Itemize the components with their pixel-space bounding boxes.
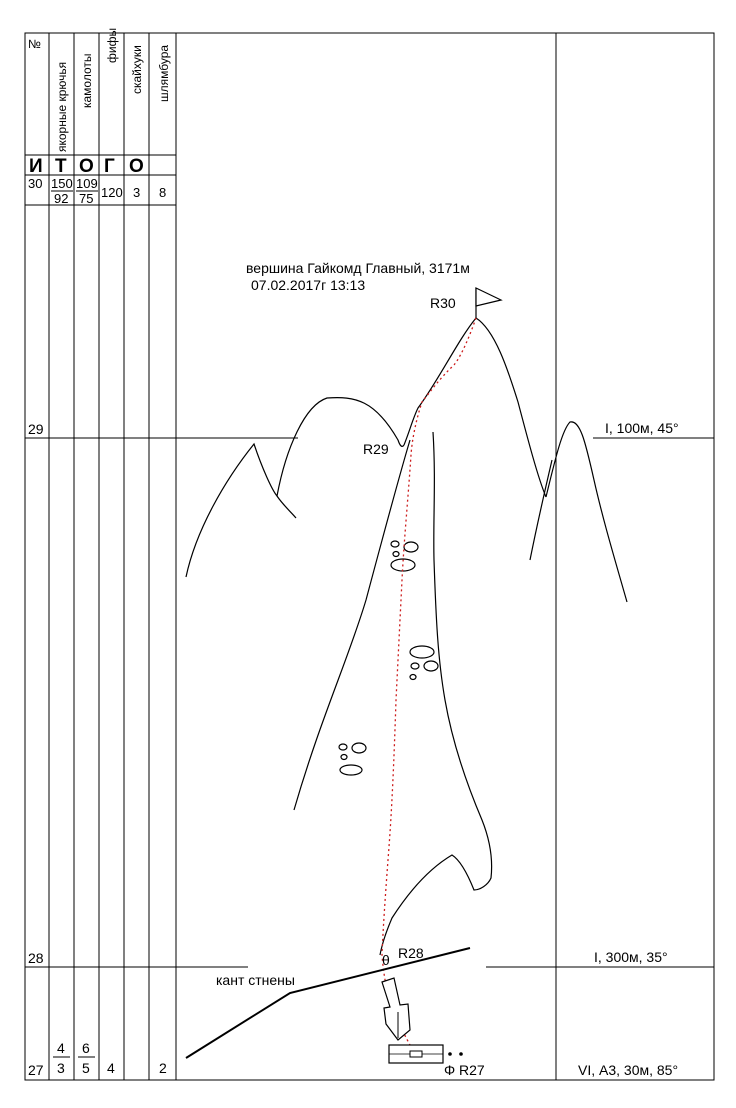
category-r28: I, 300м, 35° xyxy=(594,949,668,965)
summit-label: вершина Гайкомд Главный, 3171м xyxy=(246,260,470,276)
belay-r28-symbol: θ xyxy=(382,952,390,968)
header-no: № xyxy=(28,37,41,51)
row27-anchor-top: 4 xyxy=(57,1040,65,1056)
row-number-28: 28 xyxy=(28,950,44,966)
total-letter-1: И xyxy=(29,156,43,177)
total-letter-4: Г xyxy=(104,156,115,177)
total-skyhooks: 3 xyxy=(133,185,141,200)
descent-arrow-icon xyxy=(382,978,410,1040)
row27-bolts: 2 xyxy=(159,1060,167,1076)
row27-anchor-bottom: 3 xyxy=(57,1060,65,1076)
wall-edge-label: кант стнены xyxy=(216,972,295,988)
row-number-29: 29 xyxy=(28,421,44,437)
header-skyhooks: скайхуки xyxy=(130,45,144,94)
belay-station-r27-icon xyxy=(389,1045,463,1063)
total-anchor-bottom: 92 xyxy=(54,191,69,206)
rock-features xyxy=(339,541,438,775)
mountain-outline xyxy=(186,318,627,955)
station-r28-label: R28 xyxy=(398,945,424,961)
summit-date: 07.02.2017г 13:13 xyxy=(251,277,366,293)
total-letter-5: О xyxy=(129,156,144,177)
station-r30-label: R30 xyxy=(430,295,456,311)
header-bolts: шлямбура xyxy=(157,44,171,102)
row-number-27: 27 xyxy=(28,1062,44,1078)
total-letter-2: Т xyxy=(55,156,67,177)
row27-camalots-top: 6 xyxy=(82,1040,90,1056)
belay-r27-symbol: Φ xyxy=(444,1062,456,1078)
wall-edge-line xyxy=(186,948,470,1058)
total-fifi: 120 xyxy=(101,185,123,200)
header-camalots: камолоты xyxy=(80,53,94,108)
total-letter-3: О xyxy=(79,156,94,177)
total-bolts: 8 xyxy=(159,185,167,200)
header-anchor-pitons: якорные крючья xyxy=(55,61,69,152)
total-camalots-bottom: 75 xyxy=(79,191,94,206)
total-camalots-top: 109 xyxy=(76,176,98,191)
table-grid xyxy=(25,33,714,1080)
row27-fifi: 4 xyxy=(107,1060,115,1076)
category-r27: VI, А3, 30м, 85° xyxy=(578,1062,679,1078)
total-anchor-top: 150 xyxy=(51,176,73,191)
station-r27-label: R27 xyxy=(459,1062,485,1078)
station-r29-label: R29 xyxy=(363,441,389,457)
category-r29: I, 100м, 45° xyxy=(605,420,679,436)
summit-flag-icon xyxy=(476,288,501,318)
route-line xyxy=(382,318,476,1052)
header-fifi: фифы xyxy=(105,27,119,63)
row27-camalots-bottom: 5 xyxy=(82,1060,90,1076)
total-no: 30 xyxy=(28,176,43,191)
